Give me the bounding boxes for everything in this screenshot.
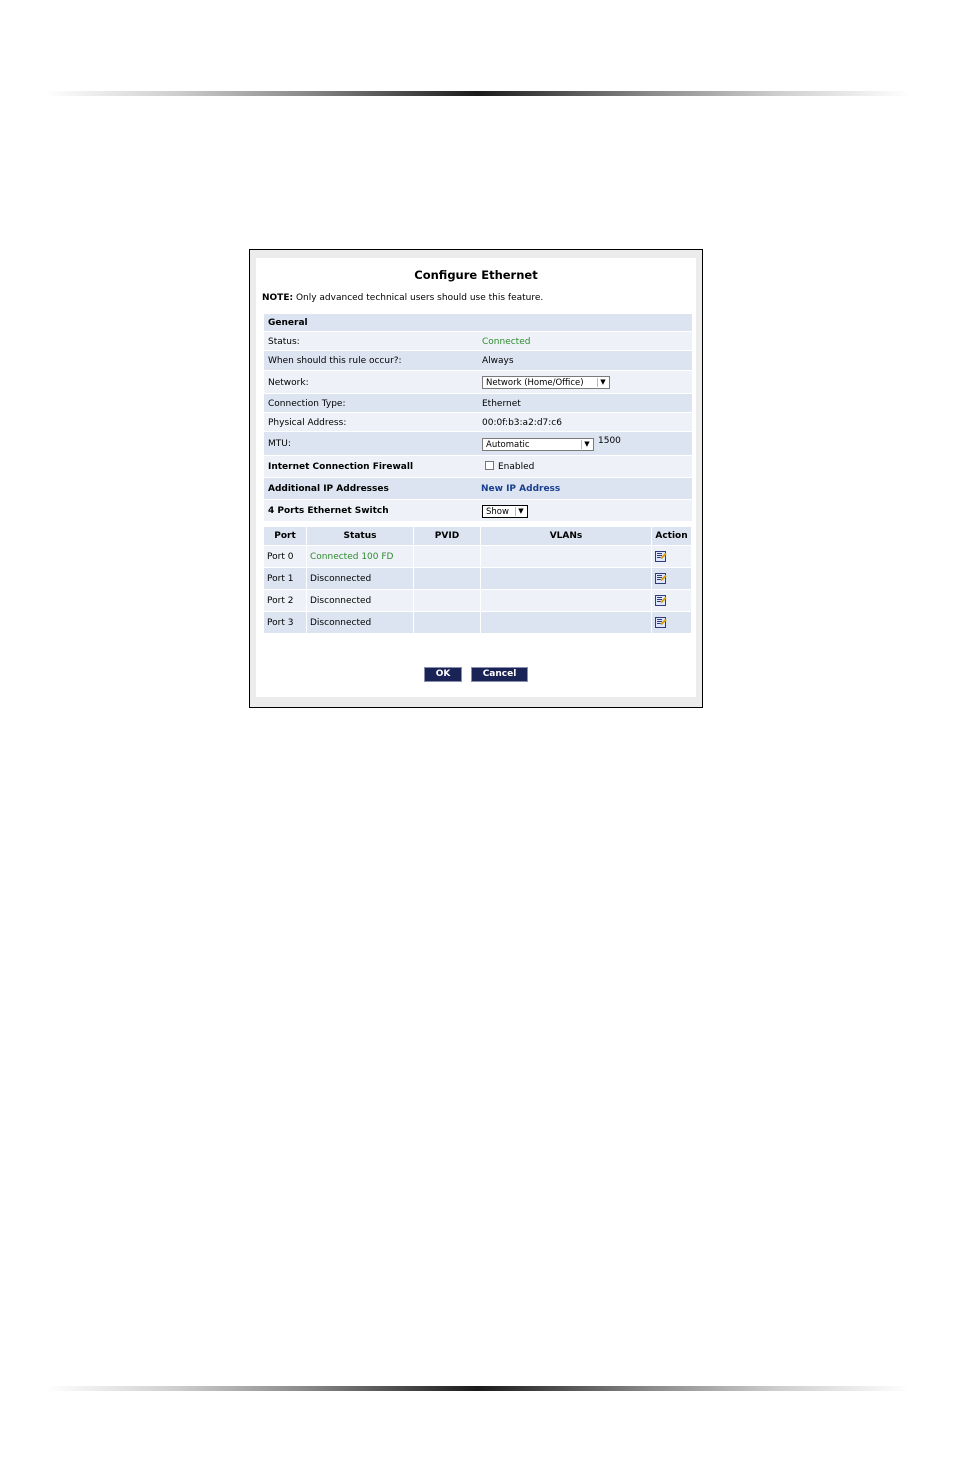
dialog-frame: [249, 249, 703, 708]
chevron-down-icon: ▼: [597, 378, 608, 387]
edit-icon[interactable]: [655, 572, 666, 583]
status-row: [264, 332, 692, 351]
rule-row: [264, 351, 692, 371]
mtu-select-value: Automatic: [486, 440, 530, 450]
action-cell: [652, 546, 692, 568]
port-cell: Port 2: [264, 590, 307, 612]
firewall-row: [264, 456, 692, 478]
network-label: Network:: [268, 378, 309, 388]
general-header: General: [268, 318, 308, 328]
switch-show-select[interactable]: [482, 505, 528, 518]
mtu-row: [264, 432, 692, 456]
port-cell: Port 1: [264, 568, 307, 590]
port-status-cell: Disconnected: [307, 590, 414, 612]
firewall-label: Internet Connection Firewall: [268, 462, 414, 472]
physical-address-label: Physical Address:: [268, 418, 347, 428]
physical-address-value: 00:0f:b3:a2:d7:c6: [482, 418, 562, 428]
chevron-down-icon: ▼: [515, 507, 526, 516]
action-cell: [652, 568, 692, 590]
vlans-cell: [481, 590, 652, 612]
col-action: Action: [652, 527, 692, 546]
port-status-cell: Disconnected: [307, 612, 414, 634]
top-divider: [45, 91, 910, 96]
action-cell: [652, 612, 692, 634]
port-cell: Port 3: [264, 612, 307, 634]
additional-ip-label: Additional IP Addresses: [268, 484, 389, 494]
network-select-value: Network (Home/Office): [486, 378, 584, 388]
table-row: [264, 546, 692, 568]
network-select[interactable]: [482, 376, 610, 389]
col-status: Status: [307, 527, 414, 546]
port-status-cell: Connected 100 FD: [307, 546, 414, 568]
physical-address-row: [264, 413, 692, 432]
edit-icon[interactable]: [655, 616, 666, 627]
edit-icon[interactable]: [655, 594, 666, 605]
firewall-checkbox-label: Enabled: [498, 462, 535, 472]
table-row: [264, 568, 692, 590]
col-vlans: VLANs: [481, 527, 652, 546]
dialog-title: Configure Ethernet: [414, 268, 538, 282]
edit-icon[interactable]: [655, 550, 666, 561]
mtu-select[interactable]: [482, 438, 594, 451]
ethernet-switch-label: 4 Ports Ethernet Switch: [268, 506, 389, 516]
status-value: Connected: [482, 337, 531, 347]
dialog-panel: [256, 258, 696, 697]
mtu-value: 1500: [598, 436, 621, 446]
connection-type-label: Connection Type:: [268, 399, 346, 409]
connection-type-row: [264, 394, 692, 413]
note-text: [262, 293, 543, 303]
vlans-cell: [481, 612, 652, 634]
vlans-cell: [481, 568, 652, 590]
pvid-cell: [414, 546, 481, 568]
port-status-cell: Disconnected: [307, 568, 414, 590]
bottom-divider: [45, 1386, 910, 1391]
general-header-row: [264, 314, 692, 332]
col-port: Port: [264, 527, 307, 546]
chevron-down-icon: ▼: [581, 440, 592, 449]
pvid-cell: [414, 590, 481, 612]
rule-value: Always: [482, 356, 514, 366]
pvid-cell: [414, 612, 481, 634]
table-row: [264, 590, 692, 612]
note-label: NOTE:: [262, 293, 294, 303]
new-ip-address-link[interactable]: New IP Address: [481, 484, 561, 494]
additional-ip-row: [264, 478, 692, 500]
table-row: [264, 612, 692, 634]
note-body: Only advanced technical users should use this feature.: [293, 293, 544, 303]
switch-show-value: Show: [486, 507, 509, 517]
vlans-cell: [481, 546, 652, 568]
settings-table: [264, 314, 692, 522]
firewall-checkbox[interactable]: [485, 461, 494, 470]
pvid-cell: [414, 568, 481, 590]
ports-header-row: [264, 527, 692, 546]
cancel-button[interactable]: Cancel: [472, 668, 527, 681]
status-label: Status:: [268, 337, 300, 347]
rule-label: When should this rule occur?:: [268, 356, 402, 366]
connection-type-value: Ethernet: [482, 399, 521, 409]
action-cell: [652, 590, 692, 612]
ports-table: [264, 527, 692, 634]
ethernet-switch-row: [264, 500, 692, 522]
ok-button[interactable]: OK: [425, 668, 461, 681]
mtu-label: MTU:: [268, 439, 291, 449]
network-row: [264, 371, 692, 394]
port-cell: Port 0: [264, 546, 307, 568]
col-pvid: PVID: [414, 527, 481, 546]
